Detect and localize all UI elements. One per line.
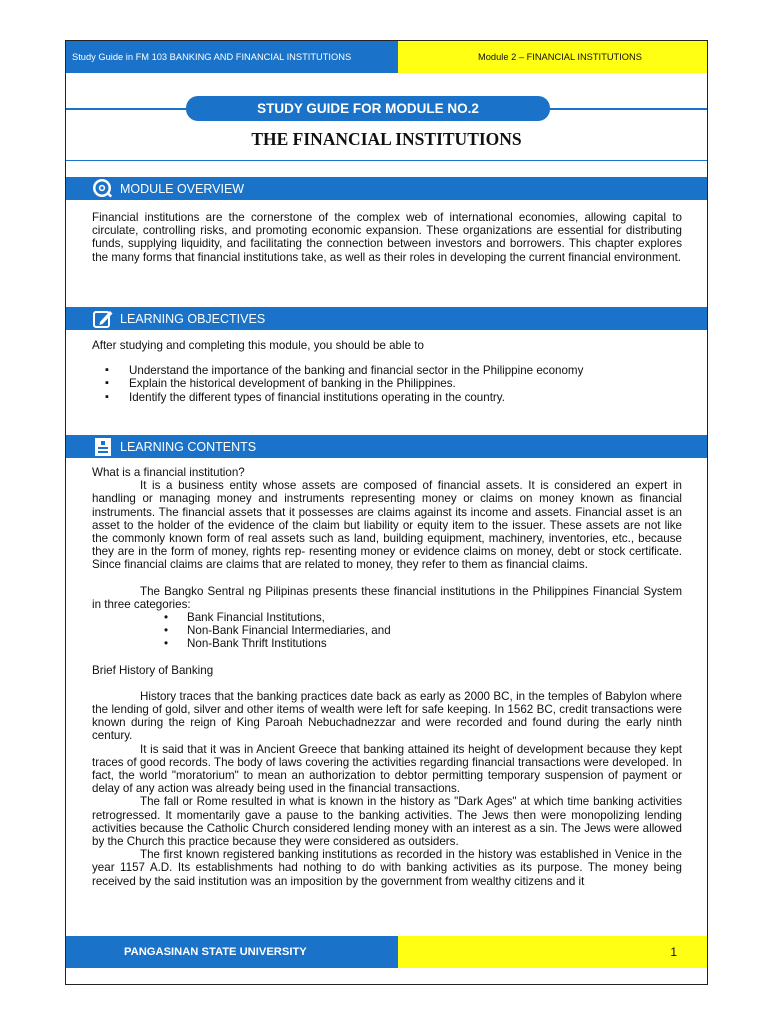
header-module-title: Module 2 – FINANCIAL INSTITUTIONS — [398, 41, 707, 73]
list-item: • Non-Bank Financial Intermediaries, and — [92, 624, 682, 637]
contents-body — [92, 466, 682, 888]
list-item: ▪ Understand the importance of the banking and financial sector in the Philippine economy — [92, 364, 682, 377]
footer-university: PANGASINAN STATE UNIVERSITY — [66, 936, 398, 968]
objectives-list — [92, 364, 682, 404]
title-underline — [66, 160, 707, 161]
definition-paragraph: It is a business entity whose assets are composed of financial assets. It is considered an expert in handling or managing money and instruments representing money or claims on money known as financial instruments. The financial assets that it possesses are claims against its income and assets. Financial asset is an asset to the holder of the evidence of the claim but liability or equity item to the issuer. These assets are not like the commonly known form of real assets such as land, building equipment, machinery, inventories, etc., because they are in the form of money, rights rep- resenting money or evidence claims on money, debt or stock certificate. Since financial claims are claims that are related to money, they refer to them as financial claims. — [92, 479, 682, 572]
section-header-overview — [66, 177, 707, 200]
overview-body — [92, 211, 682, 264]
history-paragraph: History traces that the banking practices date back as early as 2000 BC, in the temples of Babylon where the lending of gold, silver and other items of wealth were left for safe keeping. In 1562 BC, credit transactions were known during the reign of King Paroah Nebuchadnezzar and were recorded and found during the early ninth century. — [92, 689, 682, 743]
list-item: ▪ Identify the different types of financial institutions operating in the country. — [92, 391, 682, 404]
study-guide-badge: STUDY GUIDE FOR MODULE NO.2 — [186, 96, 550, 121]
page-header — [66, 41, 707, 73]
list-item: ▪ Explain the historical development of banking in the Philippines. — [92, 377, 682, 390]
section-title: LEARNING CONTENTS — [120, 439, 257, 454]
header-course-title: Study Guide in FM 103 BANKING AND FINANCIAL INSTITUTIONS — [66, 41, 398, 73]
history-paragraph: It is said that it was in Ancient Greece that banking attained its height of development because they kept traces of good records. The body of laws covering the activities regarding financial transactions were developed. In fact, the world "moratorium" to mean an authorization to debtor permitting temporary suspension of payment or delay of any action was already being used in the financial transactions. — [92, 742, 682, 796]
history-paragraph: The fall or Rome resulted in what is known in the history as "Dark Ages" at which time banking activities retrogressed. It momentarily gave a pause to the banking activities. The Jews then were monopolizing lending activities because the Catholic Church considered lending money with an interest as a sin. The Jews were allowed by the Church this practice because they were considered as outsiders. — [92, 795, 682, 849]
page-title: THE FINANCIAL INSTITUTIONS — [251, 129, 522, 149]
list-item: • Non-Bank Thrift Institutions — [92, 637, 682, 650]
objectives-intro: After studying and completing this module, you should be able to — [92, 339, 424, 352]
magnifier-icon — [92, 179, 114, 198]
overview-paragraph: Financial institutions are the cornerstone of the complex web of international economies, allowing capital to circulate, controlling risks, and promoting economic expansion. These organizations are essential for distributing funds, supplying liquidity, and facilitating the connection between investors and borrowers. This chapter explores the many forms that financial institutions take, as well as their roles in developing the current financial environment. — [92, 211, 682, 264]
categories-list — [92, 611, 682, 651]
list-item: • Bank Financial Institutions, — [92, 611, 682, 624]
categories-paragraph: The Bangko Sentral ng Pilipinas presents these financial institutions in the Philippines Financial System in three categories: — [92, 584, 682, 611]
question-heading: What is a financial institution? — [92, 466, 245, 479]
history-paragraph: The first known registered banking institutions as recorded in the history was established in Venice in the year 1157 A.D. Its establishments had nothing to do with banking activities as its purpose. The money being received by the said institution was an imposition by the government from wealthy citizens and it — [92, 848, 682, 888]
section-header-contents — [66, 435, 707, 458]
history-heading: Brief History of Banking — [92, 663, 214, 677]
objectives-body — [92, 339, 682, 404]
page-number: 1 — [398, 936, 707, 968]
section-title: LEARNING OBJECTIVES — [120, 311, 266, 326]
section-title: MODULE OVERVIEW — [120, 181, 245, 196]
edit-icon — [92, 309, 114, 328]
page-footer — [66, 936, 707, 968]
document-icon — [92, 437, 114, 456]
study-guide-page — [65, 40, 708, 985]
section-header-objectives — [66, 307, 707, 330]
